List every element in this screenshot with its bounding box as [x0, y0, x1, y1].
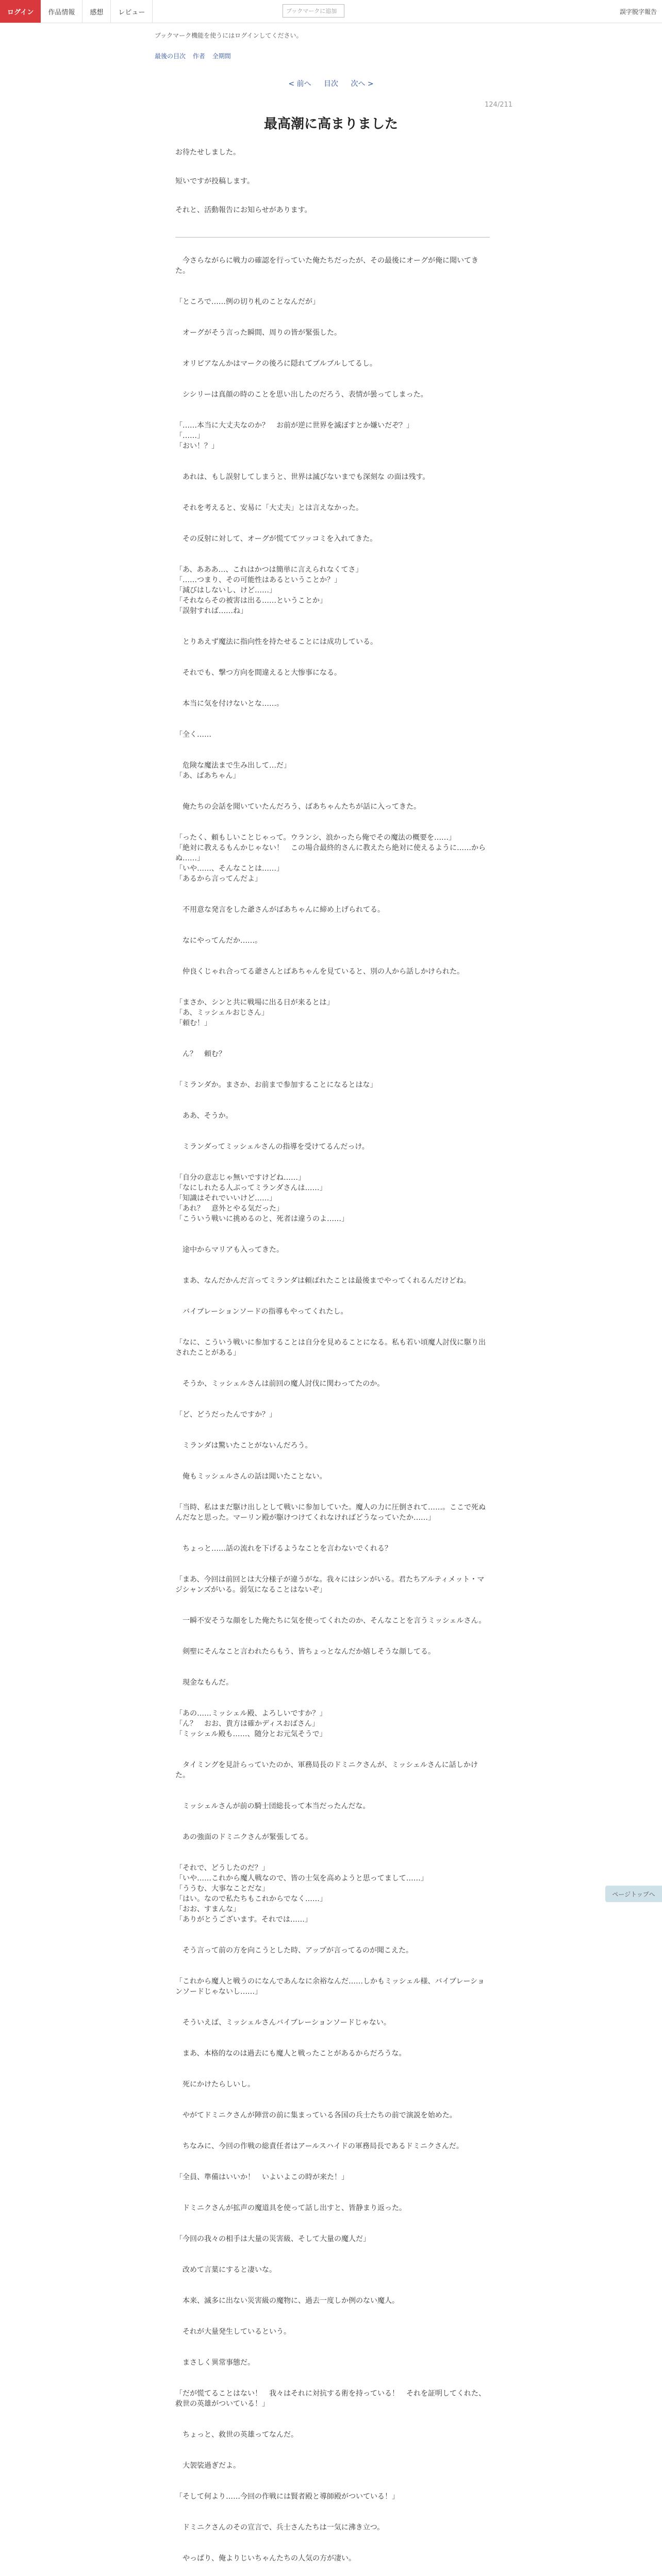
- body-paragraph: あの強面のドミニクさんが緊張してる。: [175, 1833, 312, 1841]
- body-paragraph: 「あの……ミッシェル殿、よろしいですか？」 「ん？ おお、貴方は確かディスおばさん」 「ミッシェル殿も……、随分とお元気そうで」: [175, 1709, 327, 1738]
- bookmark-notice: ブックマーク機能を使うにはログインしてください。: [155, 32, 303, 39]
- body-paragraph: 本来、滅多に出ない災害級の魔物に、過去一度しか例のない魔人。: [175, 2297, 399, 2305]
- body-paragraph: 「それで、どうしたのだ？」 「いや……これから魔人戦なので、皆の士気を高めようと思ってまして……」 「ううむ、大事なことだな」 「はい。なので私たちもこれからでなく……」 「おお、すまんな」 「ありがとうございます。それでは……」: [175, 1864, 428, 1924]
- body-paragraph: 途中からマリアも入ってきた。: [175, 1246, 284, 1254]
- body-paragraph: 本当に気を付けないとな……。: [175, 700, 284, 708]
- body-paragraph: ちょっと……話の流れを下げるようなことを言わないでくれる？: [175, 1545, 392, 1553]
- body-paragraph: タイミングを見計らっていたのか、軍務局長のドミニクさんが、ミッシェルさんに話しかけた。: [175, 1761, 478, 1780]
- body-paragraph: ドミニクさんのその宣言で、兵士さんたちは一気に沸き立つ。: [175, 2523, 385, 2532]
- typo-report-link[interactable]: 誤字脱字報告: [619, 8, 657, 15]
- nav-impressions[interactable]: 感想: [82, 0, 111, 23]
- body-paragraph: ミランダってミッシェルさんの指導を受けてるんだっけ。: [175, 1143, 369, 1151]
- nav-novel-info[interactable]: 作品情報: [41, 0, 82, 23]
- all-period-link[interactable]: 全期間: [212, 53, 231, 60]
- body-paragraph: そういえば、ミッシェルさんバイブレーションソードじゃない。: [175, 2019, 391, 2027]
- body-paragraph: 「あ、あああ…、これはかつは簡単に言えられなくてさ」 「……つまり、その可能性はあるということか？」 「減びはしないし、けど……」 「それならその被害は出る……ということか」 「誤射すれば……ね」: [175, 566, 363, 615]
- body-paragraph: 「ったく、頼もしいことじゃって。ウランシ、浪かったら俺でその魔法の概要を……」 「絶対に教えるもんかじゃない！ この場合最終的さんに教えたら絶対に使えるように……からぬ……」 「いや……、そんなことは……」 「あるから言ってんだよ」: [175, 834, 486, 883]
- prev-chapter-link[interactable]: < 前へ: [288, 80, 311, 88]
- chapter-title: 最高潮に高まりました: [263, 116, 398, 132]
- body-paragraph: 「ところで……例の切り札のことなんだが」: [175, 298, 320, 306]
- body-paragraph: 「ど、どうだったんですか？」: [175, 1411, 276, 1419]
- preface: [175, 147, 490, 234]
- body-paragraph: 「当時、私はまだ駆け出しとして戦いに参加していた。魔人の力に圧倒されて……。ここで死ぬんだなと思った。マーリン殿が駆けつけてくれなければどうなっていたか……」: [175, 1503, 486, 1522]
- body-paragraph: 危険な魔法まで生み出して…だ」 「あ、ばあちゃん」: [175, 761, 291, 780]
- preface-paragraph: 短いですが投稿します。: [175, 177, 254, 185]
- body-paragraph: ああ、そうか。: [175, 1112, 233, 1120]
- body-paragraph: オーグがそう言った瞬間、周りの皆が緊張した。: [175, 329, 341, 337]
- body-paragraph: ミッシェルさんが前の騎士団総長って本当だったんだな。: [175, 1802, 370, 1810]
- body-paragraph: 死にかけたらしいし。: [175, 2080, 255, 2089]
- body-paragraph: まあ、なんだかんだ言ってミランダは頼ばれたことは最後までやってくれるんだけどね。: [175, 1277, 471, 1285]
- body-paragraph: それでも、撃つ方向を間違えると大惨事になる。: [175, 669, 341, 677]
- body-paragraph: まさしく異常事態だ。: [175, 2359, 255, 2367]
- top-navigation-bar: [0, 0, 662, 23]
- body-paragraph: 「全員、準備はいいか！ いよいよこの時が来た！」: [175, 2173, 349, 2181]
- body-paragraph: ミランダは驚いたことがないんだろう。: [175, 1442, 312, 1450]
- body-paragraph: 今さらながらに戦力の確認を行っていた俺たちだったが、その最後にオーグが俺に聞いてきた。: [175, 257, 478, 275]
- body-paragraph: 「これから魔人と戦うのになんであんなに余裕なんだ……しかもミッシェル様、バイブレーションソードじゃないし……」: [175, 1977, 485, 1996]
- body-paragraph: そう言って前の方を向こうとした時、アップが言ってるのが聞こえた。: [175, 1946, 413, 1955]
- body-paragraph: そうか、ミッシェルさんは前回の魔人討伐に関わってたのか。: [175, 1380, 385, 1388]
- body-paragraph: 「今回の我々の相手は大量の災害級、そして大量の魔人だ」: [175, 2235, 370, 2243]
- body-paragraph: 大袈裟過ぎだよ。: [175, 2462, 240, 2470]
- body-paragraph: 「まさか、シンと共に戦場に出る日が来るとは」 「あ、ミッシェルおじさん」 「頼む！」: [175, 998, 334, 1027]
- body-paragraph: なにやってんだか……。: [175, 937, 262, 945]
- body-paragraph: 現金なもんだ。: [175, 1679, 233, 1687]
- body-paragraph: 不用意な発言をした爺さんがばあちゃんに締め上げられてる。: [175, 906, 385, 914]
- chapter-body: [175, 256, 490, 2576]
- bookmark-add-button[interactable]: ブックマークに追加: [283, 4, 344, 18]
- chapter-number: 124/211: [485, 101, 513, 109]
- body-paragraph: 「なに、こういう戦いに参加することは自分を見めることになる。私も若い頃魔人討伐に駆り出されたことがある」: [175, 1338, 486, 1357]
- nav-menu: [0, 0, 153, 23]
- body-paragraph: それを考えると、安易に「大丈夫」とは言えなかった。: [175, 504, 363, 512]
- body-paragraph: 「全く……: [175, 731, 211, 739]
- body-paragraph: 「まあ、今回は前回とは大分様子が違うがな。我々にはシンがいる。君たちアルティメット・マジシャンズがいる。弱気になることはないぞ」: [175, 1575, 485, 1594]
- body-paragraph: ちなみに、今回の作戦の総責任者はアールスハイドの軍務局長であるドミニクさんだ。: [175, 2142, 464, 2150]
- preface-paragraph: それと、活動報告にお知らせがあります。: [175, 206, 312, 214]
- body-paragraph: 「……本当に大丈夫なのか？ お前が逆に世界を滅ぼすとか嫌いだぞ？」 「……」 「おい！？」: [175, 421, 413, 450]
- toc-link[interactable]: 目次: [324, 80, 338, 88]
- body-paragraph: やがてドミニクさんが陣営の前に集まっている各国の兵士たちの前で演説を始めた。: [175, 2111, 457, 2120]
- body-paragraph: オリビアなんかはマークの後ろに隠れてブルブルしてるし。: [175, 360, 377, 368]
- nav-review[interactable]: レビュー: [111, 0, 153, 23]
- body-paragraph: 「だが慌てることはない！ 我々はそれに対抗する術を持っている！ それを証明してくれた、救世の英雄がついている！」: [175, 2389, 486, 2408]
- body-paragraph: ちょっと、救世の英雄ってなんだ。: [175, 2431, 298, 2439]
- body-paragraph: 「そして何より……今回の作戦には賢者殿と導師殿がついている！」: [175, 2493, 399, 2501]
- login-button[interactable]: ログイン: [0, 0, 41, 23]
- body-paragraph: シシリーは真顔の時のことを思い出したのだろう、表情が曇ってしまった。: [175, 391, 428, 399]
- body-paragraph: 剣聖にそんなこと言われたらもう、皆ちょっとなんだか嬉しそうな顔してる。: [175, 1648, 435, 1656]
- body-paragraph: 俺たちの会話を聞いていたんだろう、ばあちゃんたちが話に入ってきた。: [175, 803, 421, 811]
- page-top-button[interactable]: ページトップへ: [605, 1886, 662, 1902]
- body-paragraph: 「ミランダか。まさか、お前まで参加することになるとはな」: [175, 1081, 377, 1089]
- preface-paragraph: お待たせしました。: [175, 148, 240, 157]
- body-paragraph: 俺もミッシェルさんの話は聞いたことない。: [175, 1472, 327, 1481]
- body-paragraph: ん？ 頼む？: [175, 1050, 226, 1058]
- body-paragraph: とりあえず魔法に指向性を持たせることには成功している。: [175, 638, 377, 646]
- body-paragraph: 仲良くじゃれ合ってる爺さんとばあちゃんを見ていると、別の人から話しかけられた。: [175, 968, 464, 976]
- body-paragraph: あれは、もし誤射してしまうと、世界は滅びないまでも深刻な の面は残す。: [175, 473, 430, 481]
- chapter-pager: [0, 78, 662, 89]
- body-paragraph: それが大量発生しているという。: [175, 2328, 291, 2336]
- body-paragraph: その反射に対して、オーグが慌ててツッコミを入れてきた。: [175, 535, 377, 543]
- body-paragraph: 改めて言葉にすると凄いな。: [175, 2266, 276, 2274]
- body-paragraph: 「自分の意志じゃ無いですけどね……」 「なにしれたる人ぶってミランダさんは……」 「知識はそれでいいけど……」 「あれ？ 意外とやる気だった」 「こういう戦いに挑めるのと、死者は違うのよ……」: [175, 1174, 349, 1223]
- novel-info: [155, 31, 516, 61]
- latest-toc-link[interactable]: 最後の目次: [155, 53, 186, 60]
- body-paragraph: バイブレーションソードの指導もやってくれたし。: [175, 1308, 348, 1316]
- body-paragraph: やっぱり、俺よりじいちゃんたちの人気の方が凄い。: [175, 2554, 356, 2563]
- body-paragraph: まあ、本格的なのは過去にも魔人と戦ったことがあるからだろうな。: [175, 2049, 406, 2058]
- author-link[interactable]: 作者: [192, 53, 205, 60]
- next-chapter-link[interactable]: 次へ >: [351, 80, 374, 88]
- body-paragraph: 一瞬不安そうな顔をした俺たちに気を使ってくれたのか、そんなことを言うミッシェルさん。: [175, 1617, 486, 1625]
- novel-links: [155, 52, 516, 61]
- body-paragraph: ドミニクさんが拡声の魔道具を使って話し出すと、皆静まり返った。: [175, 2204, 406, 2212]
- preface-divider: [175, 237, 490, 238]
